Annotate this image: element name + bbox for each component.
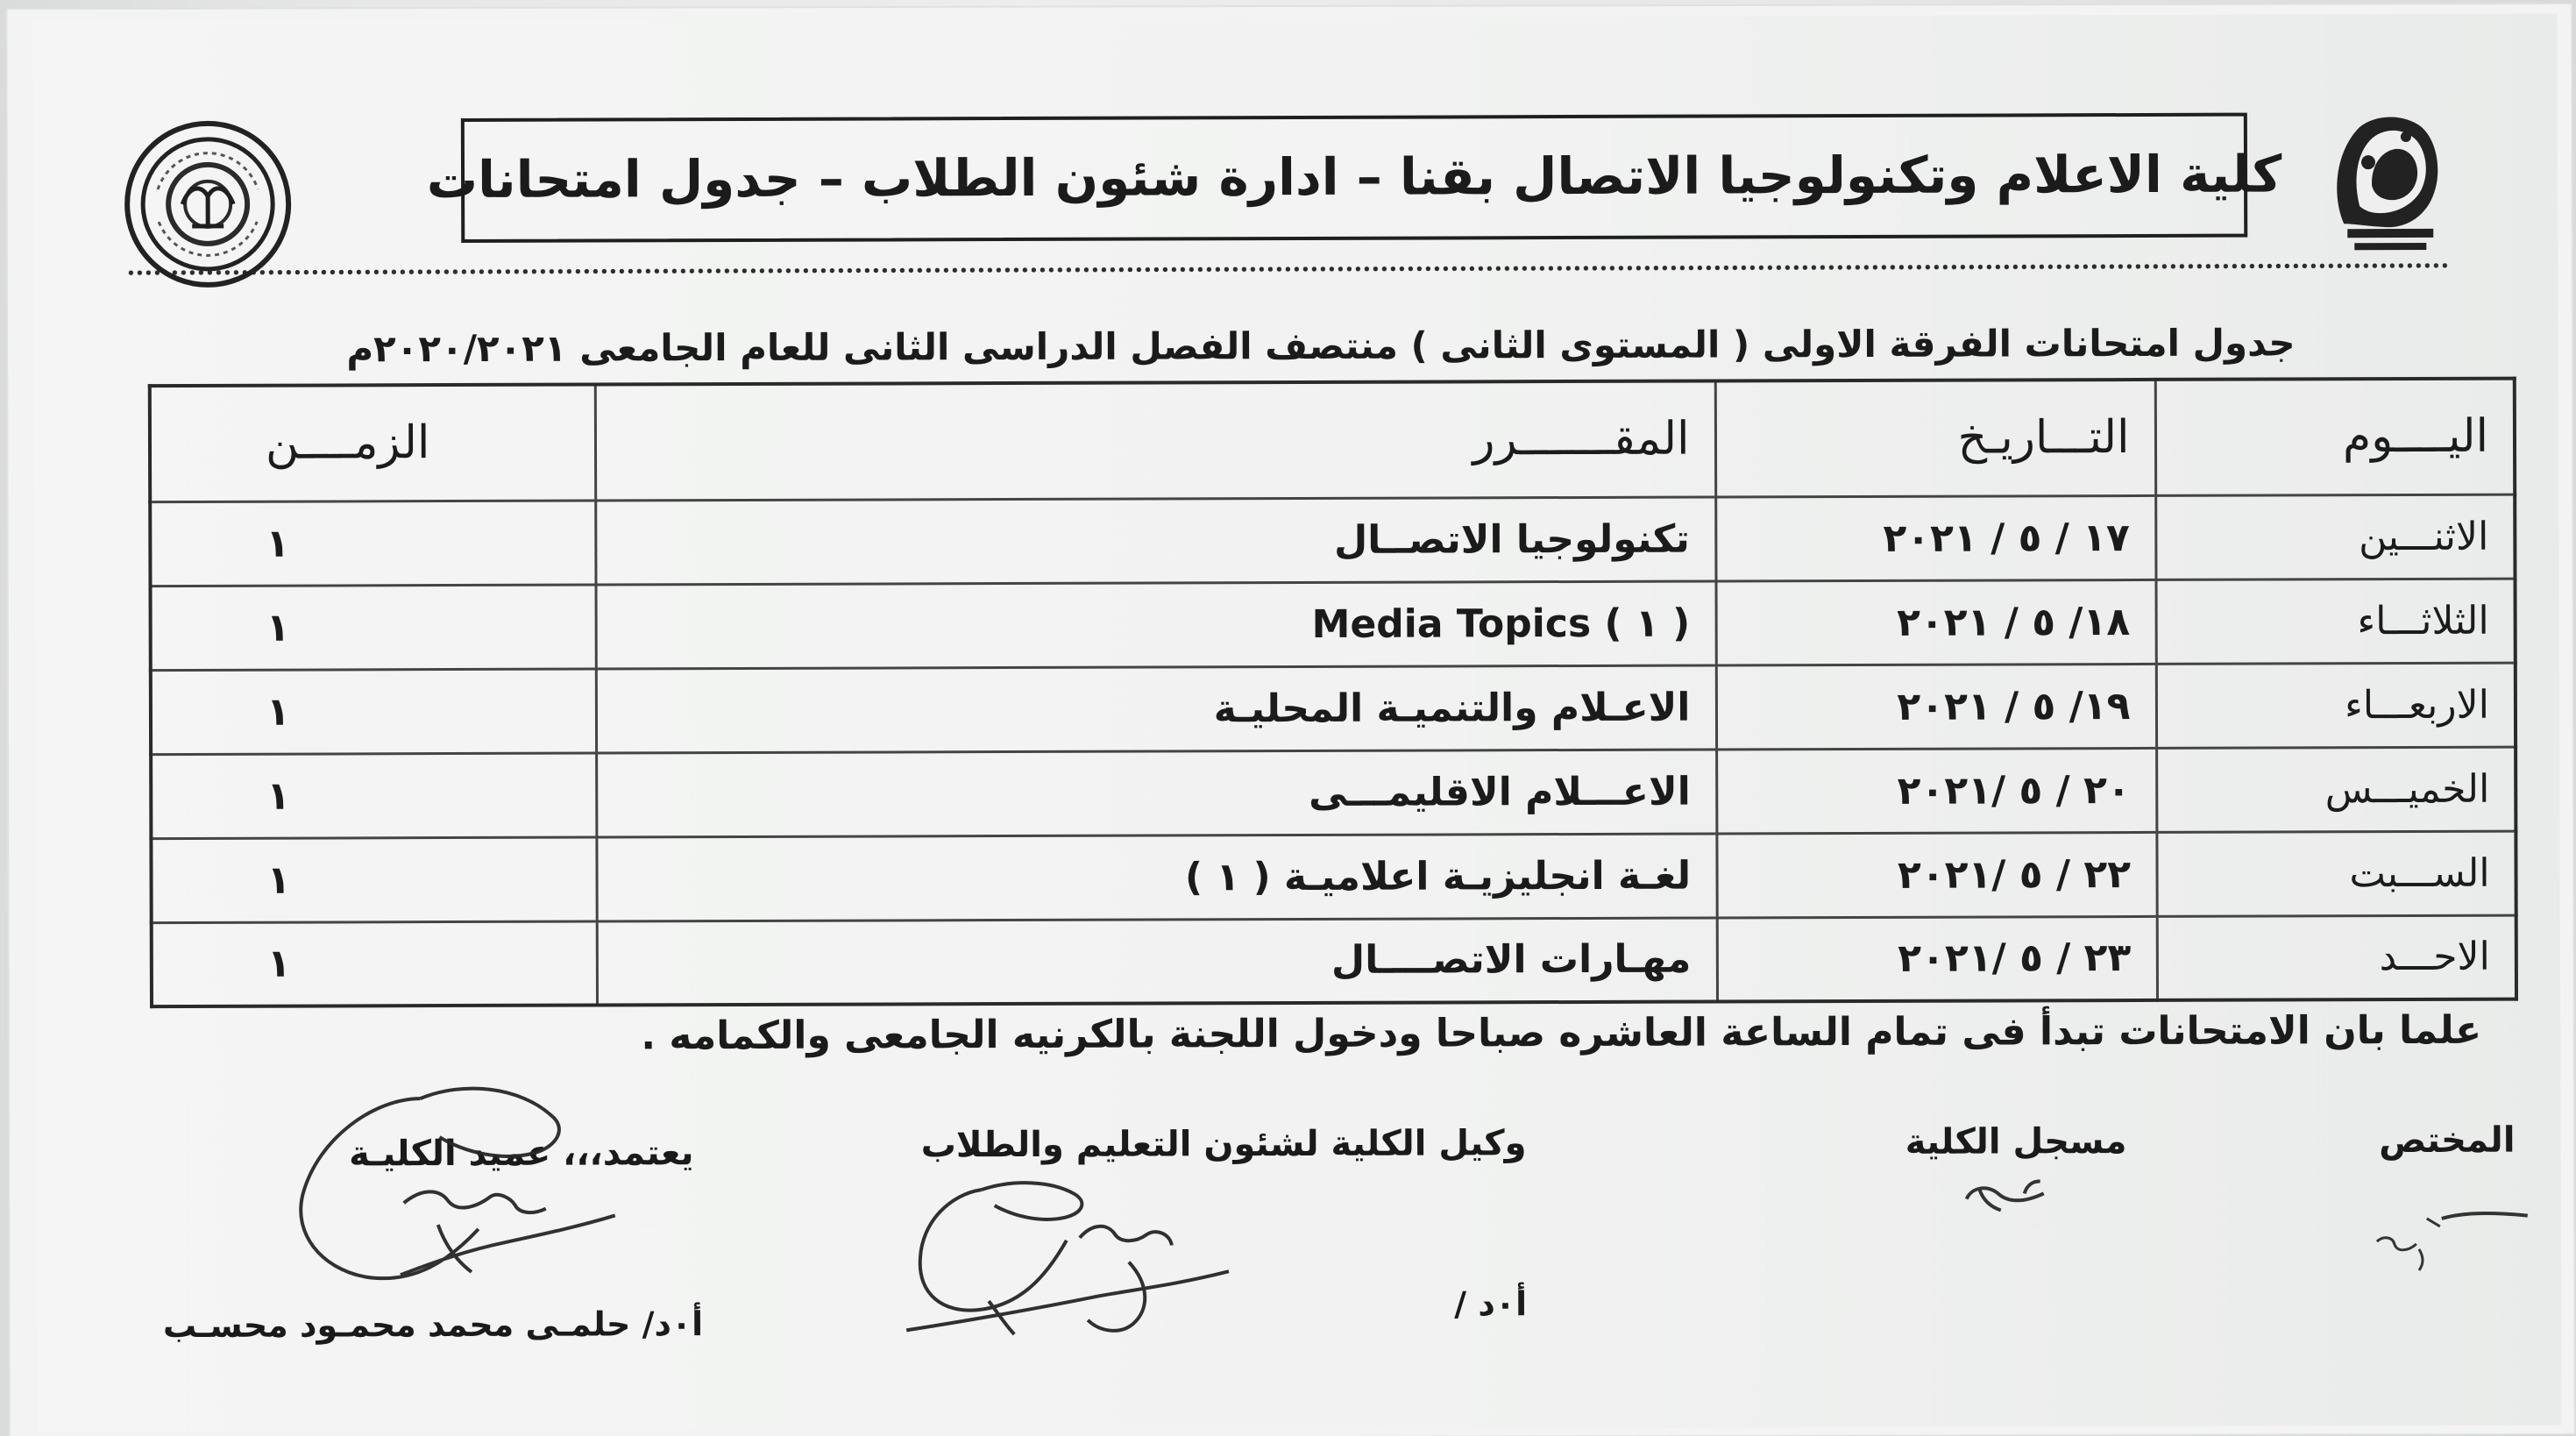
course-cell: الاعـــلام الاقليمـــى: [596, 749, 1716, 836]
date-cell: ١٧ / ٥ / ٢٠٢١: [1715, 495, 2155, 581]
vice-dean-name-block: [1454, 1284, 1527, 1323]
vice-dean-signature-icon: [887, 1164, 1274, 1358]
day-cell: الثلاثـــاء: [2155, 579, 2515, 664]
day-cell: الاحـــد: [2157, 915, 2516, 1000]
time-cell: ١: [151, 669, 596, 755]
date-cell: ١٩/ ٥ / ٢٠٢١: [1716, 664, 2156, 750]
reviewer-label: المختص: [2379, 1120, 2516, 1162]
time-cell: ١: [150, 501, 595, 586]
exam-schedule-table: [148, 377, 2518, 1008]
date-cell: ٢٣ / ٥ /٢٠٢١: [1717, 916, 2157, 1002]
faculty-logo-icon: [2321, 106, 2453, 253]
header-course: المقـــــــرر: [595, 381, 1715, 501]
table-header: [150, 379, 2515, 501]
time-cell: ١: [152, 921, 597, 1007]
dean-name: أ٠د/ حلمـى محمد محمـود محسـب: [162, 1304, 704, 1346]
date-cell: ١٨/ ٥ / ٢٠٢١: [1715, 579, 2155, 665]
day-cell: الســـبت: [2156, 831, 2516, 916]
decorative-divider: [126, 261, 2449, 281]
dean-signature-icon: [273, 1064, 650, 1346]
exam-note: علما بان الامتحانات تبدأ فى تمام الساعة العاشره صباحا ودخول اللجنة بالكرنيه الجامعى والكمامه .: [641, 1007, 2482, 1059]
date-cell: ٢٢ / ٥ /٢٠٢١: [1716, 832, 2156, 918]
schedule-heading: جدول امتحانات الفرقة الاولى ( المستوى الثانى ) منتصف الفصل الدراسى الثانى للعام الجامعى ٢٠٢٠/٢٠٢١م: [346, 321, 2296, 371]
header-day: اليــــوم: [2155, 379, 2515, 495]
page-title: كلية الاعلام وتكنولوجيا الاتصال بقنا – ادارة شئون الطلاب – جدول امتحانات: [426, 144, 2282, 210]
time-cell: ١: [151, 837, 596, 923]
day-cell: الاثنـــين: [2155, 494, 2515, 579]
table-header-row: [150, 379, 2515, 501]
university-seal-icon: [119, 116, 297, 294]
reviewer-initials-icon: [2368, 1203, 2535, 1276]
day-cell: الاربعـــاء: [2156, 663, 2516, 748]
vice-dean-title: وكيل الكلية لشئون التعليم والطلاب: [920, 1123, 1527, 1166]
day-cell: الخميـــس: [2156, 747, 2516, 832]
reviewer-signature-block: [2379, 1120, 2515, 1161]
vice-dean-name: أ٠د /: [1454, 1284, 1528, 1324]
registrar-signature-block: [1905, 1121, 2127, 1162]
course-cell: تكنولوجيا الاتصــال: [595, 496, 1715, 584]
exam-schedule-paper: [32, 13, 2561, 1432]
table-row: [151, 663, 2516, 754]
table-row: [151, 831, 2516, 922]
table-row: [151, 747, 2516, 838]
course-cell: الاعـلام والتنميـة المحليـة: [596, 665, 1716, 752]
header-title-box: [426, 113, 2282, 243]
table-row: [152, 915, 2516, 1006]
time-cell: ١: [151, 585, 596, 671]
dean-title: يعتمد،،، عميد الكليـة: [349, 1133, 694, 1175]
table-row: [151, 579, 2516, 670]
vice-dean-signature-block: [921, 1123, 1527, 1165]
table-body: [150, 494, 2516, 1006]
course-cell: Media Topics ( ١ ): [595, 580, 1715, 668]
course-cell: مهـارات الاتصــــال: [597, 917, 1717, 1005]
registrar-initials-icon: [1956, 1169, 2062, 1219]
date-cell: ٢٠ / ٥ /٢٠٢١: [1716, 748, 2156, 834]
time-cell: ١: [151, 753, 596, 839]
registrar-label: مسجل الكلية: [1905, 1121, 2127, 1162]
table-row: [150, 494, 2515, 586]
course-cell: لغـة انجليزيـة اعلاميـة ( ١ ): [596, 833, 1716, 921]
header-time: الزمــــن: [150, 385, 595, 502]
header-date: التـــاريـخ: [1715, 380, 2155, 497]
